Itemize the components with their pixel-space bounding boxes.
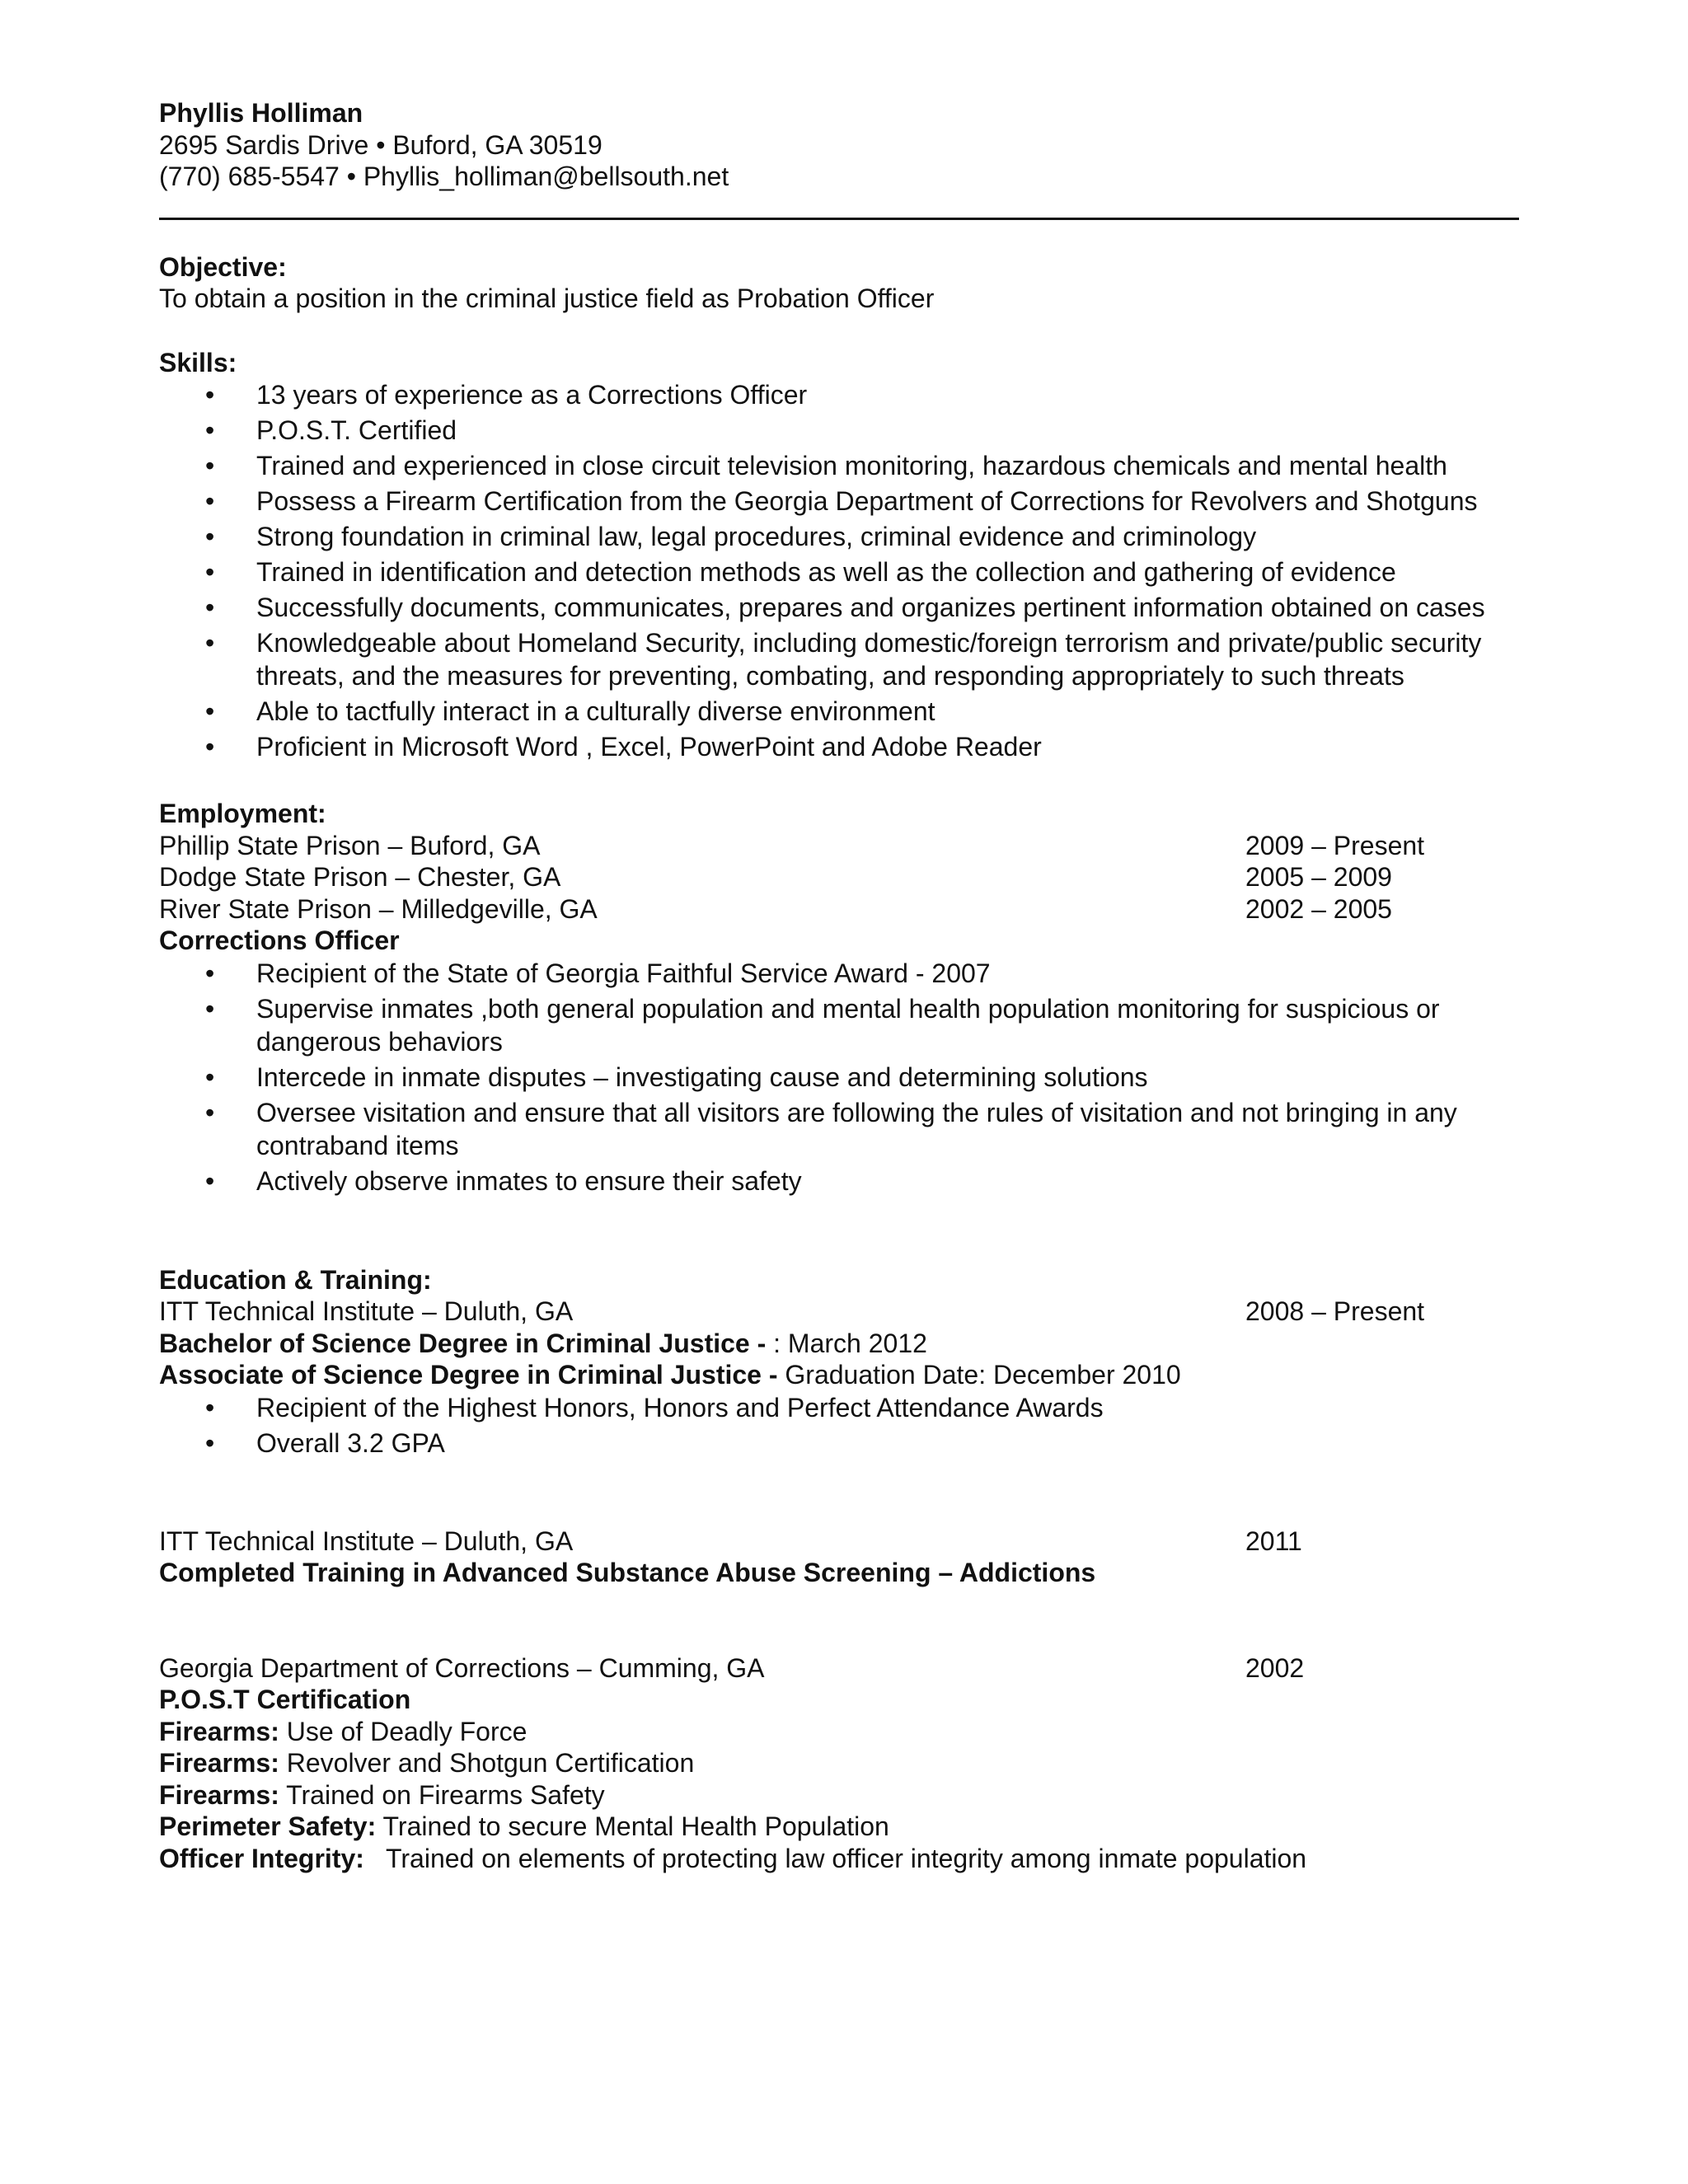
education-honors-list bbox=[159, 1391, 1519, 1460]
certification-line bbox=[159, 1747, 1519, 1779]
certification-text: Trained to secure Mental Health Population bbox=[376, 1811, 889, 1841]
school-row bbox=[159, 1526, 1519, 1558]
certification-label: Firearms: bbox=[159, 1716, 279, 1746]
list-item: • Overall 3.2 GPA bbox=[159, 1427, 1534, 1460]
certification-label: Perimeter Safety: bbox=[159, 1811, 377, 1841]
list-item: • Able to tactfully interact in a culturally diverse environment bbox=[159, 695, 1534, 728]
list-item: • Oversee visitation and ensure that all visitors are following the rules of visitation and not bringing in any contraband items bbox=[159, 1096, 1534, 1162]
certification-text: Trained on Firearms Safety bbox=[279, 1779, 605, 1810]
bachelor-degree-label: Bachelor of Science Degree in Criminal Justice - bbox=[159, 1328, 774, 1358]
applicant-address: 2695 Sardis Drive • Buford, GA 30519 bbox=[159, 129, 603, 160]
certification-line bbox=[159, 1843, 1519, 1875]
school-row bbox=[159, 1296, 1519, 1328]
header-divider bbox=[159, 218, 1519, 220]
objective-text: To obtain a position in the criminal justice field as Probation Officer bbox=[159, 284, 935, 313]
list-item: • Actively observe inmates to ensure their safety bbox=[159, 1165, 1534, 1197]
job-place: Dodge State Prison – Chester, GA bbox=[159, 862, 561, 892]
certification-label: Firearms: bbox=[159, 1748, 279, 1778]
list-item: • Proficient in Microsoft Word , Excel, PowerPoint and Adobe Reader bbox=[159, 730, 1534, 763]
job-dates: 2002 – 2005 bbox=[1245, 893, 1392, 924]
job-row bbox=[159, 893, 1519, 926]
school-place: Georgia Department of Corrections – Cumming, GA bbox=[159, 1652, 765, 1683]
list-item: • Possess a Firearm Certification from the Georgia Department of Corrections for Revolvers and Shotguns bbox=[159, 485, 1509, 518]
applicant-contact: (770) 685-5547 • Phyllis_holliman@bellsouth.net bbox=[159, 162, 729, 191]
certification-label: Officer Integrity: bbox=[159, 1843, 364, 1873]
list-item: • Knowledgeable about Homeland Security, including domestic/foreign terrorism and private/public security threats, and the measures for preventing, combating, and responding appropriately to such threats bbox=[159, 626, 1534, 692]
school-place: ITT Technical Institute – Duluth, GA bbox=[159, 1526, 574, 1556]
associate-degree-line bbox=[159, 1359, 1519, 1391]
list-item: • Strong foundation in criminal law, legal procedures, criminal evidence and criminology bbox=[159, 520, 1534, 553]
employment-heading: Employment: bbox=[159, 799, 326, 828]
school-dates: 2008 – Present bbox=[1245, 1296, 1425, 1326]
certification-label: Firearms: bbox=[159, 1779, 279, 1810]
certification-line bbox=[159, 1779, 1519, 1811]
job-dates: 2009 – Present bbox=[1245, 830, 1425, 860]
objective-heading: Objective: bbox=[159, 251, 287, 282]
certification-line bbox=[159, 1811, 1519, 1843]
associate-degree-date: Graduation Date: December 2010 bbox=[785, 1360, 1181, 1390]
job-row bbox=[159, 861, 1519, 893]
school-row bbox=[159, 1652, 1519, 1685]
list-item: • Recipient of the Highest Honors, Honors and Perfect Attendance Awards bbox=[159, 1391, 1534, 1424]
list-item: • Successfully documents, communicates, prepares and organizes pertinent information obtained on cases bbox=[159, 591, 1509, 624]
list-item: • Supervise inmates ,both general population and mental health population monitoring for suspicious or dangerous behaviors bbox=[159, 992, 1534, 1058]
applicant-name: Phyllis Holliman bbox=[159, 98, 363, 128]
bachelor-degree-date: : March 2012 bbox=[773, 1328, 927, 1358]
list-item: • P.O.S.T. Certified bbox=[159, 414, 1534, 447]
resume-page bbox=[159, 97, 1519, 1874]
training-title: Completed Training in Advanced Substance Abuse Screening – Addictions bbox=[159, 1558, 1096, 1587]
school-place: ITT Technical Institute – Duluth, GA bbox=[159, 1296, 574, 1326]
education-heading: Education & Training: bbox=[159, 1264, 432, 1295]
list-item: • Recipient of the State of Georgia Faithful Service Award - 2007 bbox=[159, 957, 1534, 990]
list-item: • Intercede in inmate disputes – investigating cause and determining solutions bbox=[159, 1061, 1534, 1094]
job-row bbox=[159, 830, 1519, 862]
certification-title: P.O.S.T Certification bbox=[159, 1685, 411, 1714]
certification-text: Use of Deadly Force bbox=[279, 1716, 528, 1746]
certification-text: Trained on elements of protecting law officer integrity among inmate population bbox=[363, 1843, 1307, 1873]
list-item: • Trained in identification and detection methods as well as the collection and gathering of evidence bbox=[159, 555, 1534, 588]
job-title: Corrections Officer bbox=[159, 926, 400, 955]
job-dates: 2005 – 2009 bbox=[1245, 862, 1392, 892]
job-place: River State Prison – Milledgeville, GA bbox=[159, 893, 598, 924]
list-item: • Trained and experienced in close circuit television monitoring, hazardous chemicals and mental health bbox=[159, 449, 1534, 482]
associate-degree-label: Associate of Science Degree in Criminal Justice - bbox=[159, 1360, 785, 1390]
list-item: • 13 years of experience as a Corrections Officer bbox=[159, 378, 1534, 411]
skills-heading: Skills: bbox=[159, 347, 237, 377]
employment-duties-list bbox=[159, 957, 1519, 1197]
bachelor-degree-line bbox=[159, 1328, 1519, 1360]
skills-list bbox=[159, 378, 1519, 763]
school-dates: 2002 bbox=[1245, 1652, 1305, 1683]
certification-line bbox=[159, 1716, 1519, 1748]
certification-text: Revolver and Shotgun Certification bbox=[279, 1748, 695, 1778]
school-dates: 2011 bbox=[1245, 1526, 1302, 1556]
job-place: Phillip State Prison – Buford, GA bbox=[159, 830, 541, 860]
